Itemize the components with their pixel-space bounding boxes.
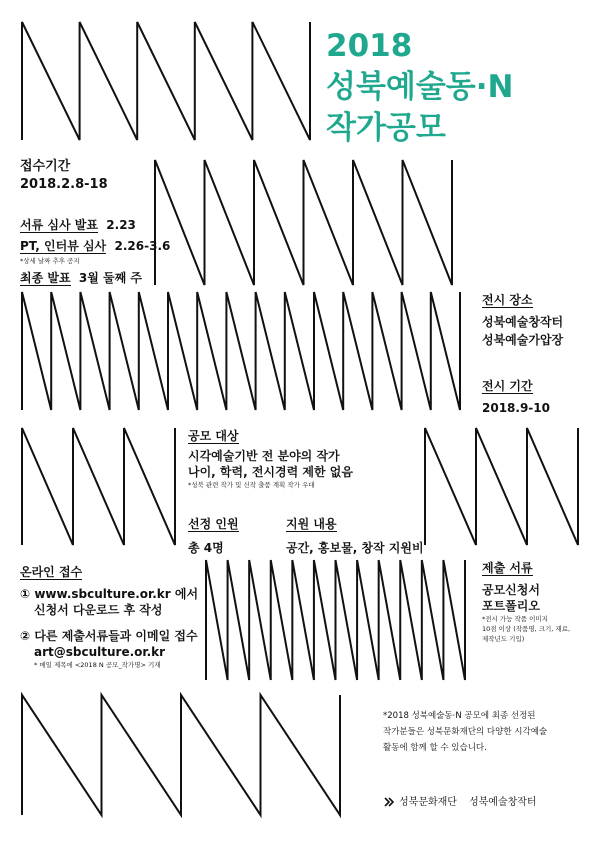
- documents-block: [482, 560, 570, 644]
- foundation-logo-icon: [383, 796, 395, 810]
- foundation-logo: 성북문화재단: [399, 797, 457, 808]
- selection-label: 선정 인원: [188, 517, 239, 531]
- schedule-value-1: 2.23: [106, 218, 136, 232]
- support-value: 공간, 홍보물, 창작 지원비: [286, 541, 424, 555]
- exhibition-period: [482, 378, 550, 416]
- exhibition-place-label: 전시 장소: [482, 293, 533, 307]
- selection-value: 총 4명: [188, 541, 224, 555]
- schedule-label-3: 최종 발표: [20, 271, 71, 285]
- zigzag-row-top: [22, 22, 310, 140]
- period-label: 접수기간: [20, 159, 71, 174]
- documents-note1: *전시 가능 작품 이미지: [482, 615, 548, 623]
- online-step1-line2: 신청서 다운로드 후 작성: [34, 603, 163, 617]
- studio-logo: 성북예술창작터: [468, 797, 537, 808]
- online-block: [20, 564, 198, 670]
- target-line1: 시각예술기반 전 분야의 작가: [188, 449, 340, 463]
- selection-block: [188, 516, 239, 556]
- zigzag-row-left: [22, 428, 175, 545]
- schedule-label-2: PT, 인터뷰 심사: [20, 239, 107, 253]
- target-note: *성북 관련 작가 및 신작 출품 계획 작가 우대: [188, 481, 315, 489]
- documents-note3: 제작년도 기입): [482, 635, 525, 643]
- footer-note-1: *2018 성북예술동·N 공모에 최종 선정된: [383, 711, 536, 721]
- title-main: 성북예술동·N: [326, 69, 514, 105]
- exhibition-period-label: 전시 기간: [482, 379, 533, 393]
- title-year: 2018: [326, 28, 413, 64]
- online-email: art@sbculture.or.kr: [34, 645, 166, 659]
- schedule-label-1: 서류 심사 발표: [20, 218, 98, 232]
- target-line2: 나이, 학력, 전시경력 제한 없음: [188, 465, 353, 479]
- online-label: 온라인 접수: [20, 565, 83, 579]
- exhibition-place: [482, 292, 563, 348]
- documents-item1: 공모신청서: [482, 583, 540, 597]
- online-note: * 메일 제목에 <2018 N 공모_작가명> 기재: [34, 661, 161, 669]
- schedule-note-2: *상세 날짜 추후 공지: [20, 257, 80, 265]
- period-dates: 2018.2.8-18: [20, 177, 108, 192]
- zigzag-row-upper: [155, 160, 452, 285]
- exhibition-place-1: 성북예술창작터: [482, 315, 564, 329]
- target-block: [188, 428, 353, 490]
- exhibition-period-value: 2018.9-10: [482, 401, 550, 415]
- support-label: 지원 내용: [286, 517, 337, 531]
- online-step2-line1: ② 다른 제출서류들과 이메일 접수: [20, 629, 198, 643]
- logos: [383, 795, 537, 811]
- zigzag-row-right: [425, 428, 578, 545]
- period-block: [20, 158, 108, 194]
- zigzag-row-middle: [22, 292, 460, 410]
- footer-note-2: 작가분들은 성북문화재단의 다양한 시각예술: [383, 727, 548, 737]
- footer-note-3: 활동에 함께 할 수 있습니다.: [383, 743, 487, 753]
- title-sub: 작가공모: [326, 110, 446, 146]
- support-block: [286, 516, 424, 556]
- zigzag-row-lower: [206, 560, 465, 680]
- documents-note2: 10점 이상 (작품명, 크기, 재료,: [482, 625, 571, 633]
- schedule-block: [20, 217, 170, 286]
- schedule-value-3: 3월 둘째 주: [78, 271, 142, 285]
- target-label: 공모 대상: [188, 429, 239, 443]
- exhibition-place-2: 성북예술가압장: [482, 333, 564, 347]
- documents-label: 제출 서류: [482, 561, 533, 575]
- documents-item2: 포트폴리오: [482, 599, 540, 613]
- footer-note: [383, 708, 547, 756]
- online-step1-line1: ① www.sbculture.or.kr 에서: [20, 587, 199, 601]
- zigzag-row-bottom: [22, 695, 340, 815]
- schedule-value-2: 2.26-3.6: [114, 239, 171, 253]
